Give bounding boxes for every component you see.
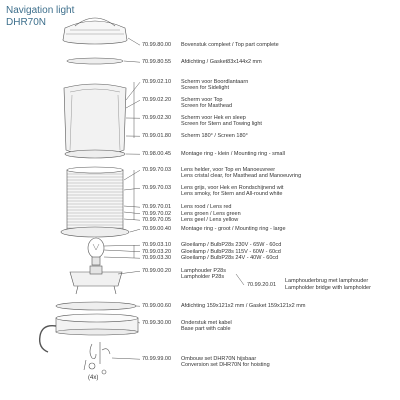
part-code: 70.99.03.20 bbox=[142, 248, 172, 255]
part-description: Montage ring - groot / Mounting ring - large bbox=[181, 226, 286, 232]
part-code: 70.99.00.60 bbox=[142, 303, 172, 309]
part-description-second-line: Screen for Sidelight bbox=[181, 85, 229, 92]
part-description: Lens grijs, voor Hek en Rondschijnend wit bbox=[181, 185, 284, 191]
leader-line bbox=[124, 188, 140, 190]
part-code: 70.99.80.00 bbox=[142, 42, 172, 48]
part-code: 70.99.70.02 bbox=[142, 210, 172, 217]
part-description: Afdichting 159x121x2 mm / Gasket 159x121x2 mm bbox=[181, 303, 306, 309]
small-ring-drawing bbox=[65, 150, 125, 158]
part-code: 70.99.00.20 bbox=[142, 268, 172, 274]
small-gasket-drawing bbox=[67, 58, 123, 64]
base-part-drawing bbox=[40, 314, 138, 352]
part-code: 70.99.30.00 bbox=[142, 320, 172, 326]
part-description: Gloeilamp / BulbP28s 115V - 60W - 60cd bbox=[181, 248, 281, 255]
part-description: Scherm 180° / Screen 180° bbox=[181, 133, 248, 139]
part-code: 70.98.00.45 bbox=[142, 151, 172, 157]
conversion-set-drawing bbox=[84, 342, 110, 374]
part-code: 70.99.02.30 bbox=[142, 115, 172, 121]
large-gasket-drawing bbox=[56, 302, 136, 310]
part-code: 70.99.01.80 bbox=[142, 133, 172, 139]
part-description: Bovenstuk compleet / Top part complete bbox=[181, 42, 279, 48]
part-code: 70.99.70.03 bbox=[142, 167, 172, 173]
part-description: Gloeilamp / BulbP28s 230V - 65W - 60cd bbox=[181, 242, 282, 248]
bridge-text: Lamphouderbrug met lamphouder bbox=[285, 278, 369, 284]
leader-line bbox=[124, 219, 140, 220]
part-code: 70.99.99.00 bbox=[142, 356, 172, 362]
diagram-title: Navigation light bbox=[6, 5, 75, 16]
part-description-second-line: Conversion set DHR70N for hoisting bbox=[181, 362, 270, 369]
leader-line bbox=[126, 82, 140, 100]
leader-line bbox=[112, 358, 140, 359]
quantity-label: (4x) bbox=[88, 375, 99, 381]
part-code: 70.99.70.01 bbox=[142, 204, 172, 210]
part-description: Scherm voor Hek en sleep bbox=[181, 115, 246, 121]
part-code: 70.99.80.55 bbox=[142, 59, 172, 65]
lampholder-bridge-drawing bbox=[70, 266, 122, 294]
leader-line bbox=[124, 170, 140, 180]
part-description: Lens groen / Lens green bbox=[181, 210, 241, 217]
leader-line bbox=[104, 257, 140, 258]
part-description: Lens rood / Lens red bbox=[181, 204, 232, 210]
part-description-second-line: Lens smoky, for Stern and All-round white bbox=[181, 191, 283, 198]
part-description: Ombouw set DHR70N hijsbaar bbox=[181, 356, 257, 362]
part-description: Montage ring - klein / Mounting ring - small bbox=[181, 151, 285, 157]
part-code: 70.99.03.10 bbox=[142, 242, 172, 248]
part-code: 70.99.70.05 bbox=[142, 217, 172, 223]
part-description-second-line: Screen for Stern and Towing light bbox=[181, 121, 262, 128]
bridge-leader-line bbox=[236, 274, 244, 285]
top-part-drawing bbox=[63, 18, 127, 44]
screen-drawing bbox=[64, 84, 126, 156]
part-description: Scherm voor Boordlantaarn bbox=[181, 79, 249, 85]
bulb-drawing bbox=[88, 238, 104, 265]
part-code: 70.99.02.20 bbox=[142, 97, 172, 103]
part-description: Onderstuk met kabel bbox=[181, 320, 232, 326]
leader-line bbox=[126, 100, 140, 108]
part-description-second-line: Lampholder P28s bbox=[181, 274, 225, 281]
part-description: Lamphouder P28s bbox=[181, 268, 226, 274]
leader-line bbox=[124, 206, 140, 207]
part-description: Scherm voor Top bbox=[181, 97, 223, 103]
leader-line bbox=[124, 61, 140, 62]
part-description: Lens helder, voor Top en Manoeuvreer bbox=[181, 167, 276, 173]
part-description-second-line: Screen for Masthead bbox=[181, 103, 233, 110]
part-code: 70.99.02.10 bbox=[142, 79, 172, 85]
large-ring-drawing bbox=[61, 227, 129, 237]
part-description: Lens geel / Lens yellow bbox=[181, 217, 239, 223]
part-description: Gloeilamp / BulbP28s 24V - 40W - 60cd bbox=[181, 255, 279, 261]
part-description-second-line: Lens cristal clear, for Masthead and Manoeuvring bbox=[181, 173, 302, 180]
part-code: 70.99.70.03 bbox=[142, 185, 172, 191]
leader-line bbox=[124, 212, 140, 214]
leader-line bbox=[130, 229, 140, 232]
diagram-subtitle: DHR70N bbox=[6, 17, 47, 28]
leader-line bbox=[128, 38, 140, 45]
part-code: 70.99.03.30 bbox=[142, 255, 172, 261]
part-code: 70.99.00.40 bbox=[142, 226, 172, 232]
leader-line bbox=[104, 245, 140, 246]
leader-line bbox=[104, 250, 140, 252]
bridge-text2: Lampholder bridge with lampholder bbox=[285, 284, 371, 291]
part-description: Afdichting / Gasket83x144x2 mm bbox=[181, 59, 262, 65]
lens-drawing bbox=[67, 167, 123, 235]
part-description-second-line: Base part with cable bbox=[181, 326, 231, 333]
bridge-code: 70.99.20.01 bbox=[247, 282, 277, 288]
